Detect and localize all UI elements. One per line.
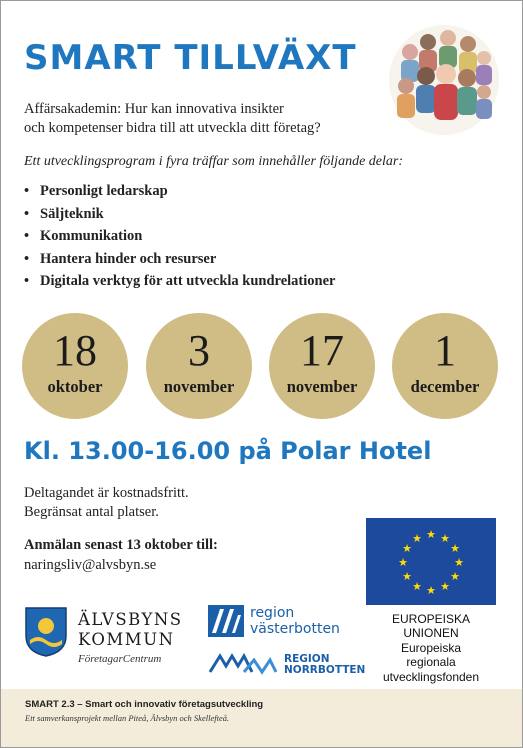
region-vasterbotten-logo [208, 605, 348, 641]
eu-stars-icon [366, 518, 496, 605]
vasterbotten-line2: västerbotten [250, 621, 340, 637]
people-illustration-icon [388, 24, 500, 136]
date-month: oktober [47, 377, 103, 396]
norrbotten-line1: REGION [284, 653, 330, 665]
svg-text:★: ★ [450, 570, 460, 583]
time-and-place: Kl. 13.00-16.00 på Polar Hotel [24, 437, 432, 465]
intro-line: och kompetenser bidra till att utveckla ditt företag? [24, 120, 321, 136]
eu-line: EUROPEISKA [391, 612, 471, 626]
footer-title: SMART 2.3 – Smart och innovativ företagsutveckling [25, 699, 264, 710]
intro-text [24, 100, 394, 138]
svg-text:★: ★ [454, 556, 464, 569]
list-item: • Säljteknik [24, 203, 335, 226]
registration-email-link[interactable]: naringsliv@alvsbyn.se [24, 557, 157, 573]
poster-title: SMART TILLVÄXT [24, 38, 357, 78]
footer-subtitle: Ett samverkansprojekt mellan Piteå, Älvsbyn och Skellefteå. [25, 713, 230, 723]
list-item: • Kommunikation [24, 225, 335, 248]
intro-line: Affärsakademin: Hur kan innovativa insikter [24, 101, 284, 117]
eu-line: Europeiska [400, 640, 462, 655]
registration-label: Anmälan senast 13 oktober till: [24, 537, 218, 553]
svg-text:★: ★ [412, 580, 422, 593]
date-month: december [410, 377, 480, 396]
alvsbyn-name [78, 610, 183, 650]
program-intro: Ett utvecklingsprogram i fyra träffar som innehåller följande delar: [24, 154, 403, 169]
info-line: Begränsat antal platser. [24, 504, 159, 520]
svg-text:★: ★ [426, 584, 436, 597]
region-norrbotten-logo [208, 652, 366, 678]
alvsbyn-kommun-logo [24, 606, 184, 666]
participation-info [24, 484, 189, 522]
svg-text:★: ★ [412, 532, 422, 545]
vasterbotten-line1: region [250, 605, 295, 621]
eu-fund-text [366, 612, 496, 684]
alvsbyn-line1: ÄLVSBYNS [78, 610, 183, 629]
list-item: • Digitala verktyg för att utveckla kundrelationer [24, 270, 335, 293]
vasterbotten-mark-icon [208, 605, 244, 637]
date-month: november [286, 377, 358, 396]
list-item: • Hantera hinder och resurser [24, 248, 335, 271]
info-line: Deltagandet är kostnadsfritt. [24, 485, 189, 501]
date-month: november [163, 377, 235, 396]
date-circle [146, 313, 252, 419]
norrbotten-mark-icon [208, 652, 278, 676]
alvsbyn-line2: KOMMUN [78, 630, 175, 649]
date-circles [22, 313, 500, 419]
eu-line: utvecklingsfonden [382, 669, 480, 684]
vasterbotten-text [250, 605, 340, 637]
date-circle [392, 313, 498, 419]
svg-text:★: ★ [402, 542, 412, 555]
svg-text:★: ★ [402, 570, 412, 583]
svg-text:★: ★ [440, 580, 450, 593]
date-day: 1 [434, 326, 456, 375]
list-item: • Personligt ledarskap [24, 180, 335, 203]
date-circle [22, 313, 128, 419]
footer-band [1, 689, 522, 747]
norrbotten-text [284, 654, 365, 676]
coat-of-arms-icon [24, 606, 68, 658]
date-day: 17 [300, 326, 344, 375]
eu-line: UNIONEN [403, 626, 459, 641]
alvsbyn-subtitle: FöretagarCentrum [78, 653, 162, 665]
eu-flag-icon [366, 518, 496, 605]
svg-text:★: ★ [426, 528, 436, 541]
date-day: 3 [188, 326, 210, 375]
eu-line: regionala [406, 655, 456, 670]
date-circle [269, 313, 375, 419]
svg-text:★: ★ [440, 532, 450, 545]
program-parts-list [24, 180, 335, 293]
date-day: 18 [53, 326, 97, 375]
svg-text:★: ★ [450, 542, 460, 555]
svg-text:★: ★ [398, 556, 408, 569]
norrbotten-line2: NORRBOTTEN [284, 664, 366, 676]
